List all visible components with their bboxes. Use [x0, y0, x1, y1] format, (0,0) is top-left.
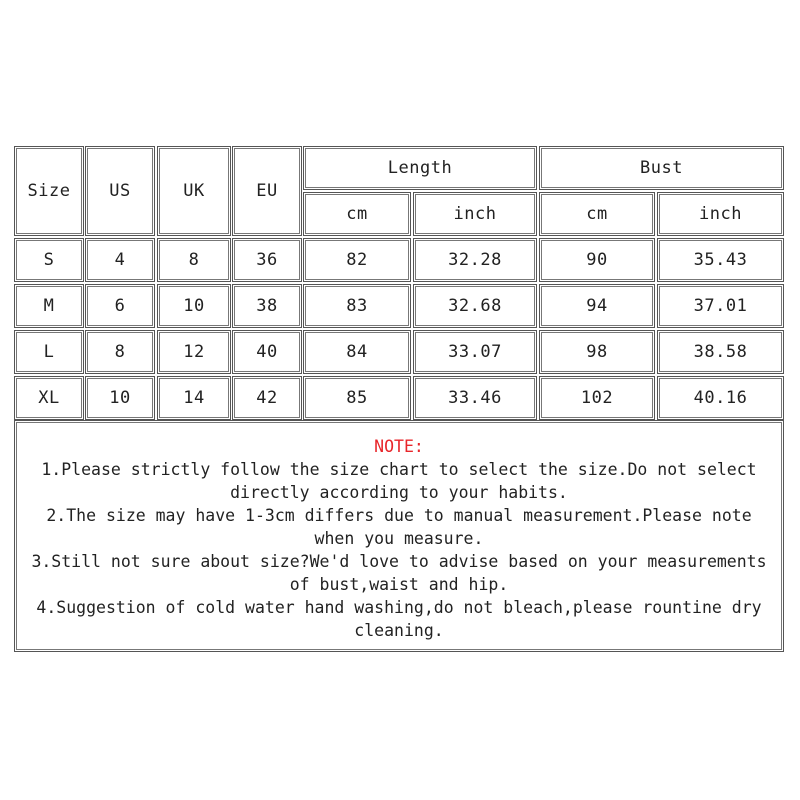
- table-cell-eu: 36: [232, 238, 302, 282]
- header-bust: Bust: [539, 146, 784, 190]
- table-cell-eu: 42: [232, 376, 302, 420]
- table-cell-bust-cm: 94: [539, 284, 655, 328]
- table-cell-length-inch: 33.46: [413, 376, 537, 420]
- table-cell-length-inch: 33.07: [413, 330, 537, 374]
- note-line: 2.The size may have 1-3cm differs due to manual measurement.Please note: [46, 506, 752, 525]
- table-cell-us: 10: [85, 376, 155, 420]
- header-size: Size: [14, 146, 84, 236]
- header-bust-inch: inch: [657, 192, 784, 236]
- header-us: US: [85, 146, 155, 236]
- table-cell-bust-cm: 102: [539, 376, 655, 420]
- table-cell-length-inch: 32.28: [413, 238, 537, 282]
- table-cell-length-cm: 85: [303, 376, 411, 420]
- note-line: of bust,waist and hip.: [289, 575, 509, 594]
- header-uk: UK: [157, 146, 231, 236]
- header-length-cm: cm: [303, 192, 411, 236]
- table-cell-bust-cm: 90: [539, 238, 655, 282]
- table-cell-us: 8: [85, 330, 155, 374]
- note-line: 1.Please strictly follow the size chart to select the size.Do not select: [41, 460, 757, 479]
- note-line: cleaning.: [354, 621, 444, 640]
- table-cell-uk: 8: [157, 238, 231, 282]
- note-line: when you measure.: [314, 529, 484, 548]
- table-cell-size: L: [14, 330, 84, 374]
- table-cell-bust-cm: 98: [539, 330, 655, 374]
- header-bust-cm: cm: [539, 192, 655, 236]
- table-cell-bust-inch: 40.16: [657, 376, 784, 420]
- header-length-inch: inch: [413, 192, 537, 236]
- table-cell-bust-inch: 37.01: [657, 284, 784, 328]
- table-cell-length-cm: 84: [303, 330, 411, 374]
- note-line: 4.Suggestion of cold water hand washing,do not bleach,please rountine dry: [36, 598, 762, 617]
- header-length: Length: [303, 146, 537, 190]
- table-cell-bust-inch: 35.43: [657, 238, 784, 282]
- table-cell-uk: 12: [157, 330, 231, 374]
- note-box: [14, 420, 784, 652]
- header-eu: EU: [232, 146, 302, 236]
- table-cell-length-cm: 83: [303, 284, 411, 328]
- table-cell-eu: 38: [232, 284, 302, 328]
- table-cell-us: 6: [85, 284, 155, 328]
- note-line: directly according to your habits.: [230, 483, 568, 502]
- table-cell-eu: 40: [232, 330, 302, 374]
- table-cell-uk: 10: [157, 284, 231, 328]
- table-cell-us: 4: [85, 238, 155, 282]
- table-cell-length-cm: 82: [303, 238, 411, 282]
- table-cell-size: M: [14, 284, 84, 328]
- note-title: NOTE:: [374, 437, 424, 456]
- table-cell-uk: 14: [157, 376, 231, 420]
- table-cell-bust-inch: 38.58: [657, 330, 784, 374]
- note-line: 3.Still not sure about size?We'd love to advise based on your measurements: [31, 552, 767, 571]
- table-cell-size: XL: [14, 376, 84, 420]
- table-cell-length-inch: 32.68: [413, 284, 537, 328]
- table-cell-size: S: [14, 238, 84, 282]
